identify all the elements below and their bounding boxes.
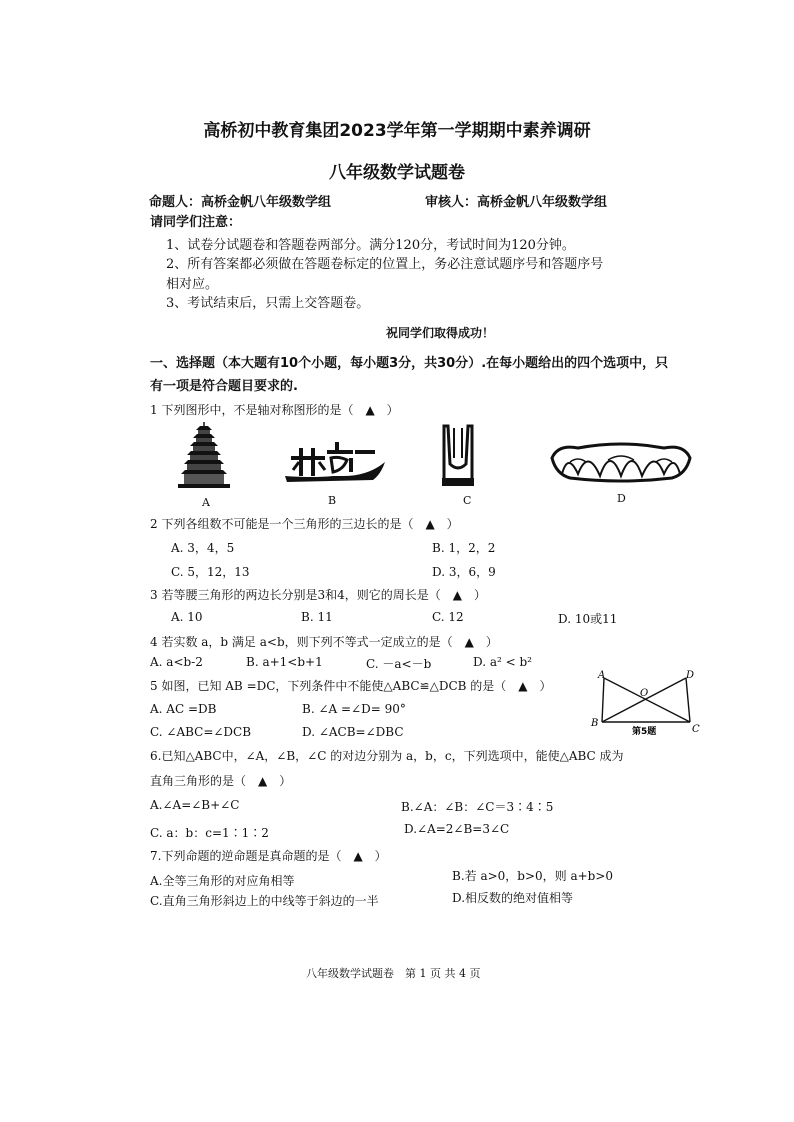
q7-option-c: C.直角三角形斜边上的中线等于斜边的一半 [150,894,379,908]
q1-label-a: A [202,496,210,509]
q7-stem: 7.下列命题的逆命题是真命题的是（ ▲ ） [150,849,387,863]
q5-option-a: A. AC =DB [150,702,217,716]
q3-option-c: C. 12 [432,610,464,624]
q4-option-d: D. a² < b² [473,655,532,669]
q2-option-c: C. 5，12，13 [171,565,250,579]
label-o: O [640,688,649,699]
section1-heading-cont: 有一项是符合题目要求的. [150,379,298,394]
q4-option-a: A. a<b-2 [150,655,203,669]
q5-option-c: C. ∠ABC=∠DCB [150,725,252,739]
character-figure [283,436,389,486]
q4-option-c: C. －a<－b [366,657,432,671]
figure-caption: 第5题 [632,727,657,737]
q4-stem: 4 若实数 a，b 满足 a<b，则下列不等式一定成立的是（ ▲ ） [150,635,498,649]
q3-option-b: B. 11 [301,610,333,624]
notes-heading: 请同学们注意： [150,215,242,230]
note-item: 1、试卷分试题卷和答题卷两部分。满分120分，考试时间为120分钟。 [166,238,575,253]
reviewer-line: 审核人：高桥金帆八年级数学组 [425,195,608,210]
q6-stem-line2: 直角三角形的是（ ▲ ） [150,774,292,788]
q2-stem: 2 下列各组数不可能是一个三角形的三边长的是（ ▲ ） [150,517,459,531]
q5-option-d: D. ∠ACB=∠DBC [302,725,404,739]
q6-option-c: C. a：b：c=1∶1∶2 [150,826,269,840]
note-item: 2、所有答案都必须做在答题卷标定的位置上，务必注意试题序号和答题序号 [166,257,604,272]
page-subtitle: 八年级数学试题卷 [329,163,465,183]
q6-option-b: B.∠A：∠B：∠C＝3∶4∶5 [401,800,554,814]
q3-option-a: A. 10 [171,610,203,624]
q1-stem: 1 下列图形中，不是轴对称图形的是（ ▲ ） [150,403,399,417]
q1-label-d: D [617,492,626,505]
q2-option-b: B. 1，2，2 [432,541,496,555]
q7-option-d: D.相反数的绝对值相等 [452,891,574,905]
q2-option-d: D. 3，6，9 [432,565,496,579]
label-a: A [598,670,606,681]
page-title: 高桥初中教育集团2023学年第一学期期中素养调研 [203,121,591,141]
label-b: B [591,718,599,729]
q6-option-d: D.∠A=2∠B=3∠C [404,822,510,836]
q1-label-b: B [328,494,337,507]
pagoda-figure [174,420,234,492]
q3-stem: 3 若等腰三角形的两边长分别是3和4，则它的周长是（ ▲ ） [150,588,486,602]
q3-option-d: D. 10或11 [558,612,618,626]
q2-option-a: A. 3，4，5 [171,541,235,555]
q4-option-b: B. a+1<b+1 [246,655,323,669]
note-item: 3、考试结束后，只需上交答题卷。 [166,296,370,311]
q5-figure [590,670,700,740]
q5-option-b: B. ∠A =∠D= 90° [302,702,406,716]
note-item: 相对应。 [166,277,219,292]
q6-option-a: A.∠A=∠B+∠C [150,798,240,812]
section1-heading: 一、选择题（本大题有10个小题，每小题3分，共30分）.在每小题给出的四个选项中，只 [150,356,669,371]
tuning-fork-figure [438,424,478,488]
setter-line: 命题人：高桥金帆八年级数学组 [149,195,332,210]
q7-option-a: A.全等三角形的对应角相等 [150,874,295,888]
label-d: D [686,670,695,681]
wish-text: 祝同学们取得成功！ [386,326,495,340]
q5-stem: 5 如图，已知 AB =DC，下列条件中不能使△ABC≌△DCB 的是（ ▲ ） [150,679,552,693]
q6-stem-line1: 6.已知△ABC中，∠A，∠B，∠C 的对边分别为 a，b，c，下列选项中，能使△ABC 成为 [150,749,624,763]
q7-option-b: B.若 a>0，b>0，则 a+b>0 [452,869,614,883]
page-footer: 八年级数学试题卷 第 1 页 共 4 页 [306,967,481,980]
q1-label-c: C [463,494,472,507]
label-c: C [692,724,700,735]
lotus-figure [548,438,694,484]
